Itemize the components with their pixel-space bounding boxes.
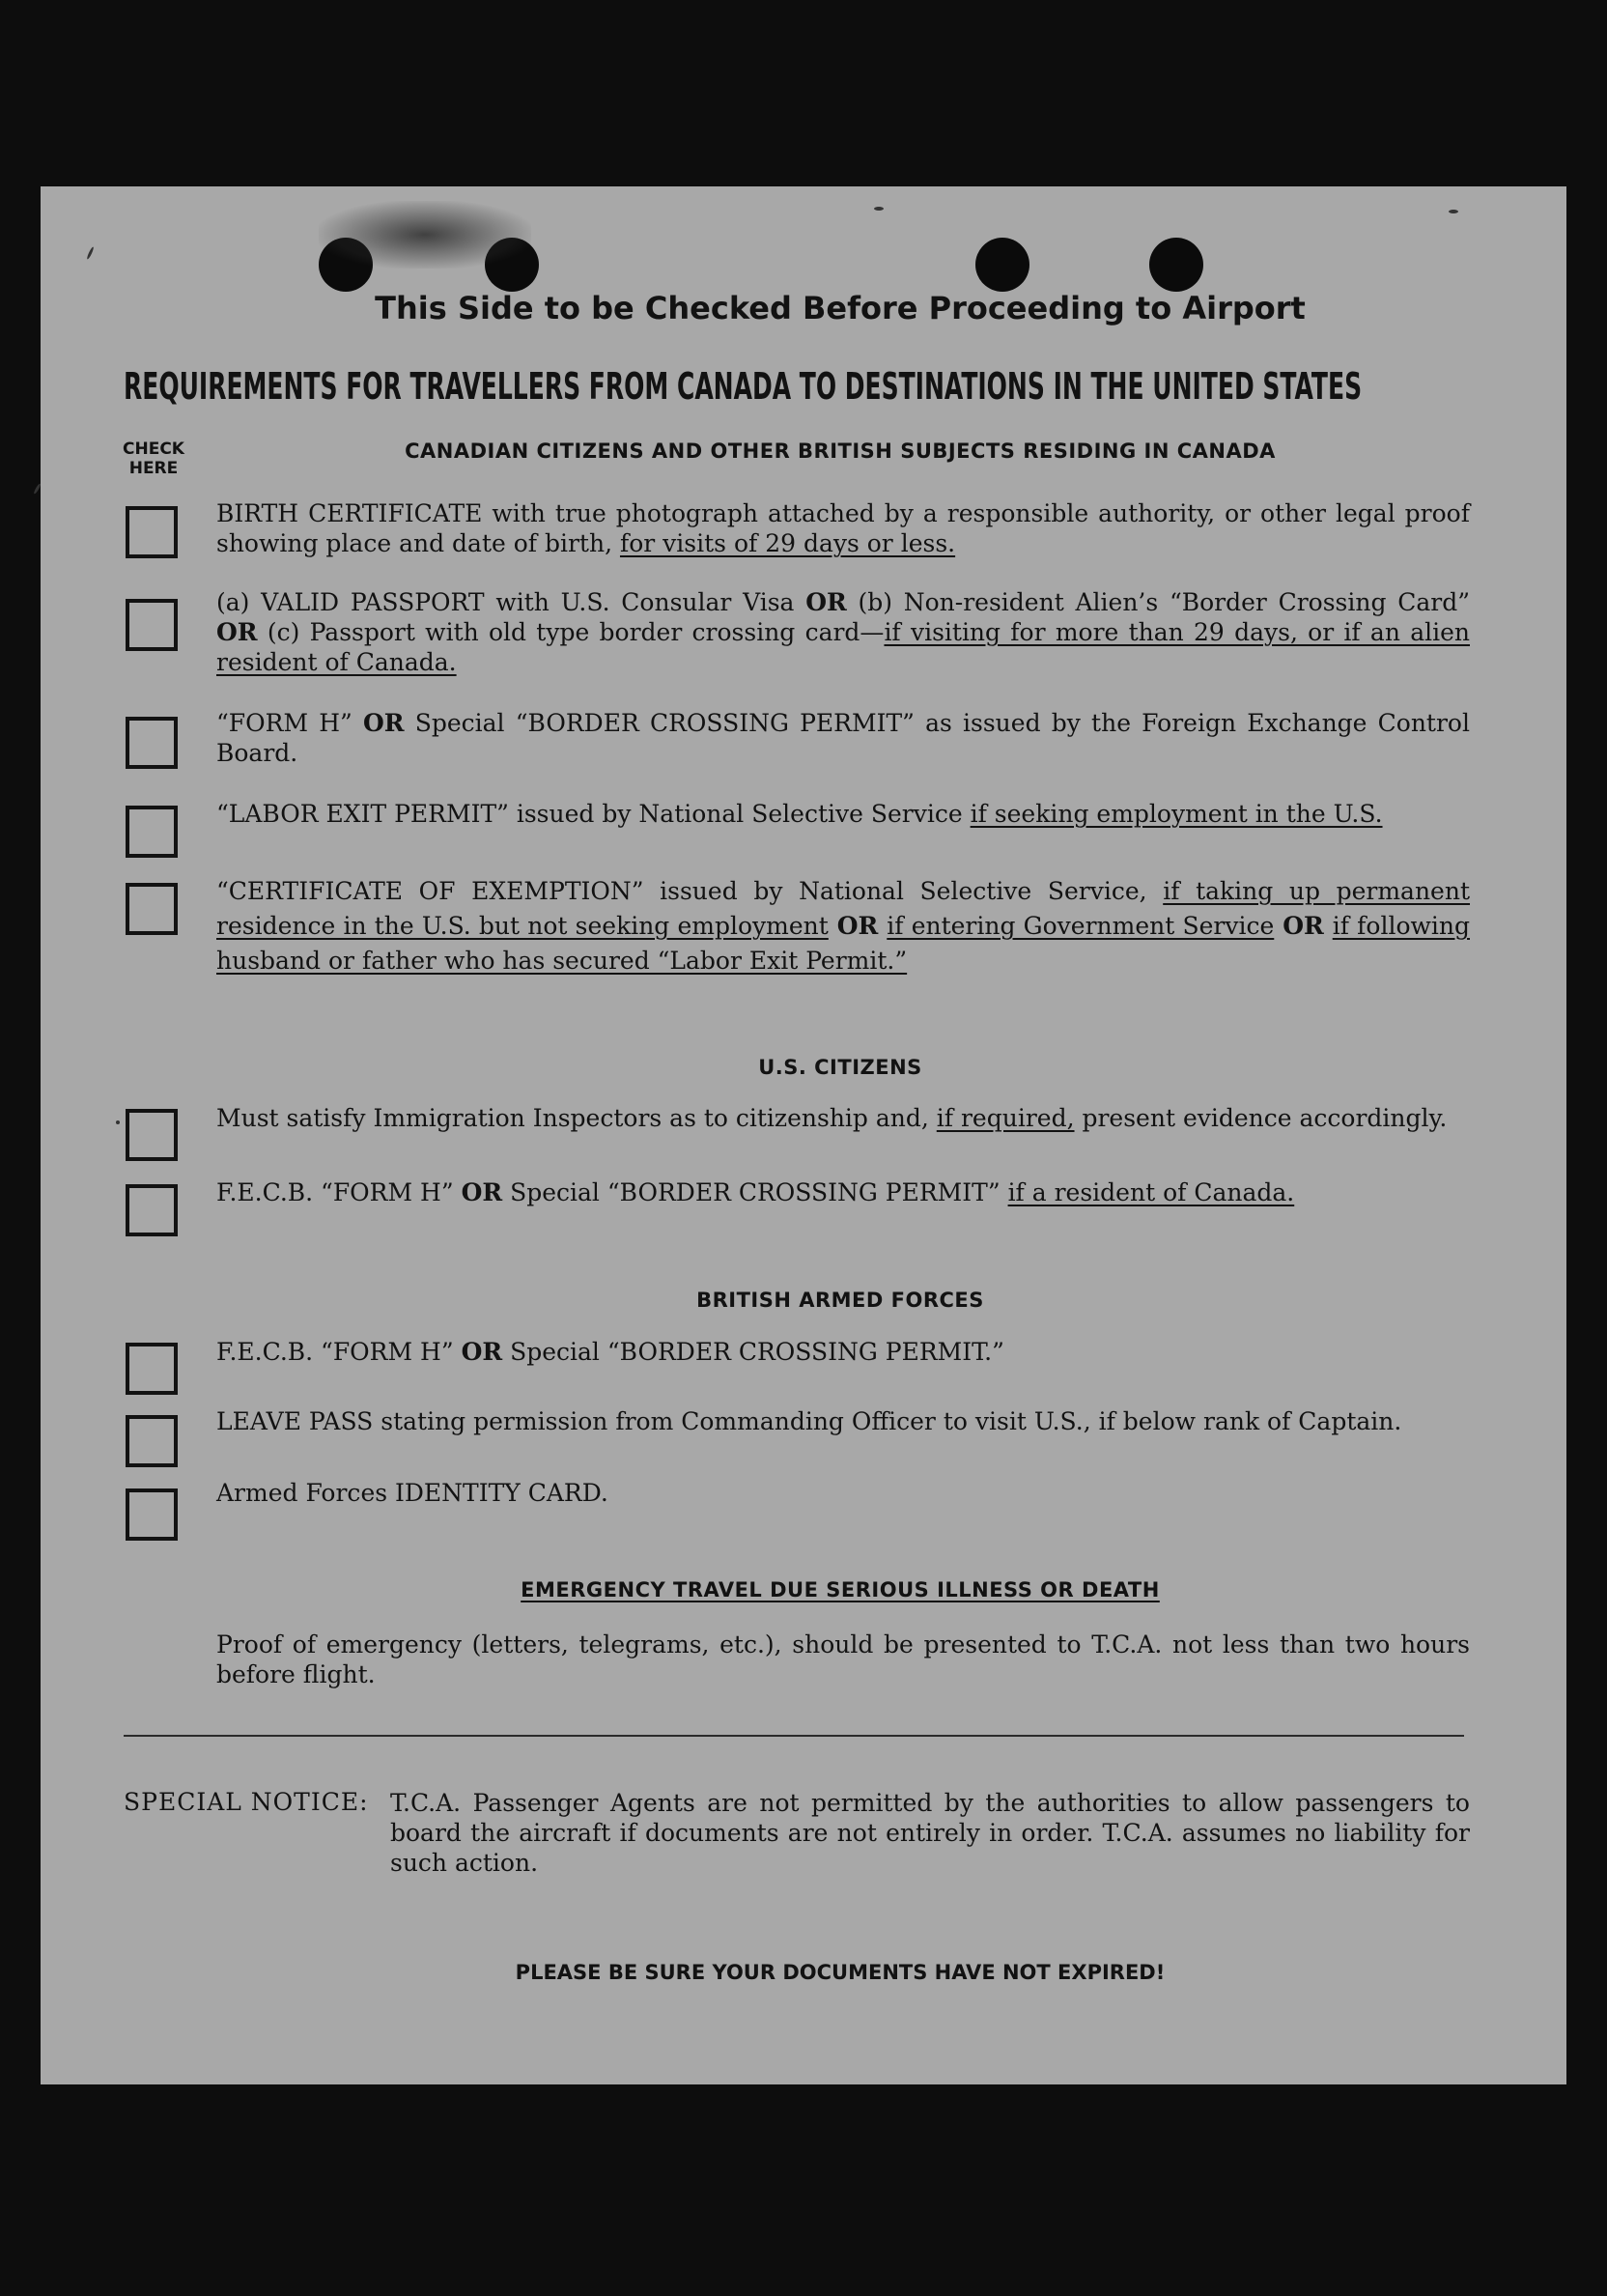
or-word: OR — [805, 588, 847, 616]
check-label-line-2: HERE — [128, 459, 179, 478]
checkbox-fecb-form-h-us[interactable] — [126, 1184, 178, 1236]
item-text: BIRTH CERTIFICATE with true photograph attached by a responsible authority, or other legal proof showing place and date of birth, — [216, 499, 1470, 557]
item-fecb-form-h-armed — [216, 1337, 1470, 1367]
checkbox-fecb-form-h-armed[interactable] — [126, 1343, 178, 1395]
item-text: “LABOR EXIT PERMIT” issued by National Selective Service — [216, 800, 971, 828]
emergency-text: Proof of emergency (letters, telegrams, etc.), should be presented to T.C.A. not less than two hours before flight. — [216, 1630, 1470, 1688]
or-word: OR — [1274, 912, 1333, 940]
punch-hole-3 — [975, 238, 1029, 292]
item-text: LEAVE PASS stating permission from Commanding Officer to visit U.S., if below rank of Captain. — [216, 1407, 1402, 1435]
item-text: (b) Non-resident Alien’s “Border Crossing Card” — [846, 588, 1470, 616]
item-text: (a) VALID PASSPORT with U.S. Consular Visa — [216, 588, 806, 616]
checkbox-form-h[interactable] — [126, 717, 178, 769]
item-form-h — [216, 708, 1470, 768]
checkbox-certificate-of-exemption[interactable] — [126, 883, 178, 935]
item-birth-certificate — [216, 498, 1470, 558]
item-text: Armed Forces IDENTITY CARD. — [216, 1479, 608, 1507]
item-condition: if following husband or father who has secured “Labor Exit Permit.” — [216, 912, 1470, 975]
or-word: OR — [828, 912, 888, 940]
footer-warning: PLEASE BE SURE YOUR DOCUMENTS HAVE NOT EXPIRED! — [515, 1961, 1166, 1984]
item-condition: for visits of 29 days or less. — [619, 529, 956, 557]
emergency-heading-text: EMERGENCY TRAVEL DUE SERIOUS ILLNESS OR DEATH — [521, 1578, 1160, 1602]
item-text: present evidence accordingly. — [1074, 1104, 1448, 1132]
or-word: OR — [461, 1338, 503, 1366]
item-text: Special “BORDER CROSSING PERMIT.” — [502, 1338, 1004, 1366]
item-text: Must satisfy Immigration Inspectors as to citizenship and, — [216, 1104, 937, 1132]
item-condition: if taking up permanent residence in the U.S. but not seeking employment — [216, 877, 1471, 940]
page-title-wrap — [124, 365, 1471, 410]
checkbox-identity-card[interactable] — [126, 1488, 178, 1541]
page-title: REQUIREMENTS FOR TRAVELLERS FROM CANADA TO DESTINATIONS IN THE UNITED STATES — [124, 365, 1363, 408]
speck — [1449, 210, 1458, 213]
checkbox-valid-passport[interactable] — [126, 599, 178, 651]
item-valid-passport — [216, 587, 1470, 677]
checkbox-satisfy-inspectors[interactable] — [126, 1109, 178, 1161]
item-text: F.E.C.B. “FORM H” — [216, 1338, 462, 1366]
item-condition: if seeking employment in the U.S. — [970, 800, 1383, 828]
section-heading-us-citizens: U.S. CITIZENS — [758, 1056, 922, 1079]
checkbox-labor-exit-permit[interactable] — [126, 806, 178, 858]
punch-hole-4 — [1149, 238, 1203, 292]
item-text: “FORM H” — [216, 709, 363, 737]
speck — [116, 1120, 120, 1124]
speck — [874, 207, 884, 211]
item-text: “CERTIFICATE OF EXEMPTION” issued by National Selective Service, — [216, 877, 1164, 905]
smudge-stamp — [319, 201, 531, 269]
section-heading-british-armed-forces: BRITISH ARMED FORCES — [696, 1289, 984, 1312]
item-text: F.E.C.B. “FORM H” — [216, 1178, 462, 1206]
item-condition: if visiting for more than 29 days, or if an alien resident of Canada. — [216, 618, 1470, 676]
top-line: This Side to be Checked Before Proceeding to Airport — [375, 290, 1306, 326]
checkbox-leave-pass[interactable] — [126, 1415, 178, 1467]
item-text: Special “BORDER CROSSING PERMIT” as issued by the Foreign Exchange Control Board. — [216, 709, 1470, 767]
or-word: OR — [362, 709, 405, 737]
or-word: OR — [461, 1178, 503, 1206]
check-label-line-1: CHECK — [123, 439, 184, 459]
special-notice-text: T.C.A. Passenger Agents are not permitted by the authorities to allow passengers to board the aircraft if documents are not entirely in order. T.C.A. assumes no liability for such action. — [390, 1789, 1470, 1877]
or-word: OR — [216, 618, 258, 646]
section-heading-canadian: CANADIAN CITIZENS AND OTHER BRITISH SUBJECTS RESIDING IN CANADA — [405, 439, 1276, 463]
item-fecb-form-h-us — [216, 1177, 1470, 1207]
checkbox-birth-certificate[interactable] — [126, 506, 178, 558]
section-heading-emergency — [0, 1578, 1607, 1602]
special-notice-label: SPECIAL NOTICE: — [124, 1788, 369, 1816]
item-identity-card — [216, 1478, 1470, 1508]
item-text: (c) Passport with old type border crossing card— — [257, 618, 885, 646]
item-leave-pass — [216, 1406, 1470, 1436]
item-certificate-of-exemption — [216, 874, 1470, 978]
item-condition: if a resident of Canada. — [1007, 1178, 1295, 1206]
item-text: Special “BORDER CROSSING PERMIT” — [502, 1178, 1008, 1206]
divider-line — [124, 1735, 1464, 1737]
item-labor-exit-permit — [216, 799, 1470, 829]
item-condition: if required, — [936, 1104, 1075, 1132]
item-condition: if entering Government Service — [887, 912, 1275, 940]
item-satisfy-inspectors — [216, 1103, 1470, 1133]
